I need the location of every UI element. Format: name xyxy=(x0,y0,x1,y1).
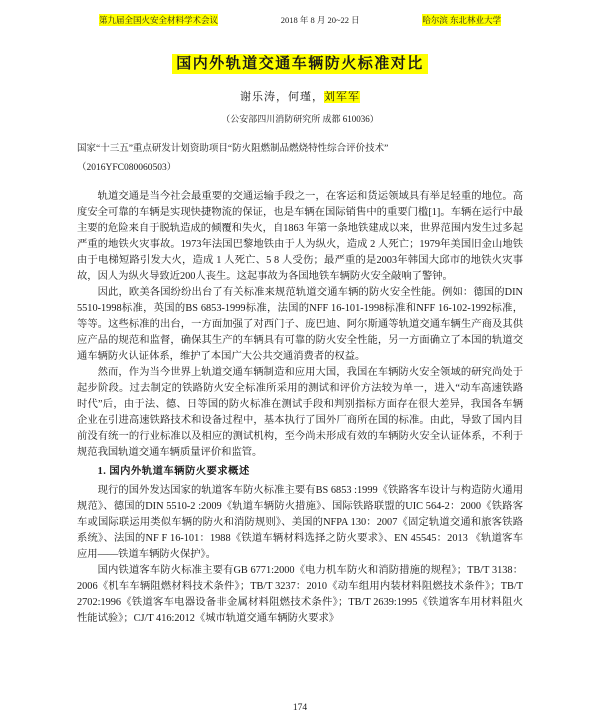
paper-title xyxy=(77,52,523,73)
page-number: 174 xyxy=(292,703,308,713)
paper-title-text: 国内外轨道交通车辆防火标准对比 xyxy=(172,54,428,74)
funding-line-1: 国家“十三五”重点研发计划资助项目“防火阻燃制品燃烧特性综合评价技术” xyxy=(77,144,389,154)
conference-name: 第九届全国火安全材料学术会议 xyxy=(99,15,219,25)
authors: 谢乐涛，何瑾， xyxy=(240,91,324,103)
conference-location: 哈尔滨 东北林业大学 xyxy=(422,15,501,25)
funding-line-2: （2016YFC080060503） xyxy=(77,163,177,173)
page-header xyxy=(99,14,501,26)
paragraph-section1-1: 现行的国外发达国家的轨道客车防火标准主要有BS 6853 :1999《铁路客车设计与构造防火通用规范》、德国的DIN 5510-2 :2009《轨道车辆防火措施》、国际铁路联盟的UIC 564-2：2000《铁路客车或国际联运用类似车辆的防火和消防规则》、美国的NFPA 130：2007《固定轨道交通和旅客铁路系统》、法国的NF F 16-101：1988《铁道车辆材料选择之防火要求》、EN 45545：2013 《轨道客车应用——铁道车辆防火保护》。 xyxy=(77,485,523,560)
funding-note xyxy=(77,140,523,178)
section-1-heading: 1. 国内外轨道车辆防火要求概述 xyxy=(97,466,250,477)
paragraph-intro-2: 因此，欧美各国纷纷出台了有关标准来规范轨道交通车辆的防火安全性能。例如：德国的DIN 5510-1998标准，英国的BS 6853-1999标准，法国的NFF 16-101-1998标准和NFF 16-102-1992标准，等等。这些标准的出台，一方面加强了对西门子、庞巴迪、阿尔斯通等轨道交通车辆生产商及其供应产品的规范和监督，确保其生产的车辆具有可靠的防火安全性能，另一方面确立了本国的轨道交通车辆防火认证体系，维护了本国广大公共交通消费者的权益。 xyxy=(77,287,523,362)
author-highlighted: 刘军军 xyxy=(324,91,360,103)
conference-date: 2018 年 8 月 20~22 日 xyxy=(280,15,360,25)
authors-line xyxy=(77,88,523,104)
paragraph-intro-1: 轨道交通是当今社会最重要的交通运输手段之一，在客运和货运领域具有举足轻重的地位。高度安全可靠的车辆是实现快捷物流的保证，也是车辆在国际销售中的重要门槛[1]。车辆在运行中最主要的危险来自于脱轨造成的倾覆和失火，自1863 年第一条地铁建成以来，世界范围内发生过多起严重的地铁火灾事故。1973年法国巴黎地铁由于人为纵火，造成 2 人死亡；1979年美国旧金山地铁由于电梯短路引发大火，造成 1 人死亡、5 8 人受伤；最严重的是2003年韩国大邱市的地铁火灾事故，因人为纵火导致近200人丧生。这起事故为各国地铁车辆防火安全敲响了警钟。 xyxy=(77,191,523,282)
paper-body xyxy=(77,189,523,627)
affiliation: （公安部四川消防研究所 成都 610036） xyxy=(221,114,379,124)
paragraph-section1-2: 国内铁道客车防火标准主要有GB 6771:2000《电力机车防火和消防措施的规程》；TB/T 3138：2006《机车车辆阻燃材料技术条件》；TB/T 3237：2010《动车组用内装材料阻燃技术条件》；TB/T 2702:1996《铁道客车电器设备非金属材料阻燃技术条件》；TB/T 2639:1995《铁道客车用材料阻火性能试验》；CJ/T 416:2012《城市轨道交通车辆防火要求》 xyxy=(77,565,523,624)
paragraph-intro-3: 然而，作为当今世界上轨道交通车辆制造和应用大国，我国在车辆防火安全领域的研究尚处于起步阶段。过去制定的铁路防火安全标准所采用的测试和评价方法较为单一，进入“动车高速铁路时代”后，由于法、德、日等国的防火标准在测试手段和判别指标方面存在很大差异，我国各车辆企业在引进高速铁路技术和设备过程中，基本执行了国外厂商所在国的标准。由此，导致了国内目前没有统一的行业标准以及相应的测试机构，至今尚未形成有效的车辆防火安全认证体系，不利于规范我国轨道交通车辆质量评价和监管。 xyxy=(77,367,523,458)
